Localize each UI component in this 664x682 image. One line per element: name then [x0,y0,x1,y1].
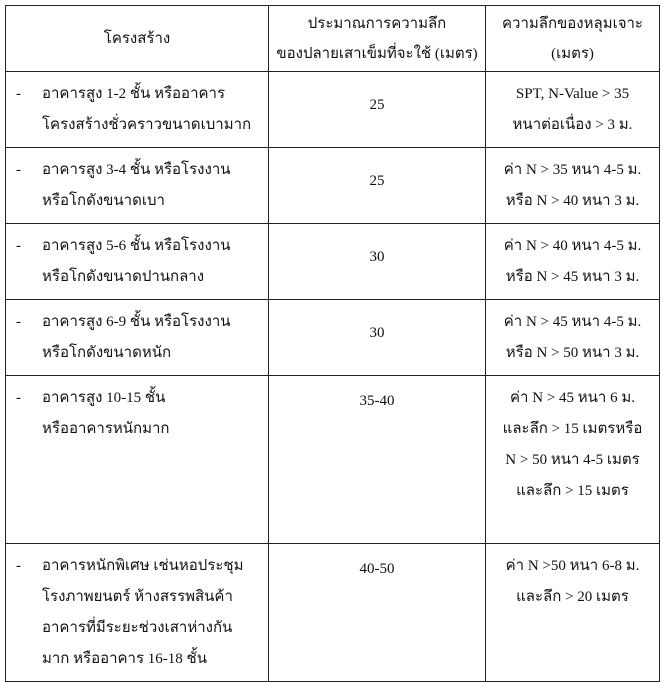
pile-depth-value: 25 [369,97,385,113]
structure-line: โรงภาพยนตร์ ห้างสรรพสินค้า [42,589,233,605]
borehole-line: ค่า N > 45 หนา 6 ม. [510,390,635,406]
table-row [6,544,660,682]
row-bullet: - [16,314,21,330]
borehole-line: หรือ N > 45 หนา 3 ม. [505,269,640,285]
pile-depth-value: 35-40 [359,393,395,409]
borehole-line: และลึก > 15 เมตร [516,483,629,499]
pile-depth-value: 30 [369,325,385,341]
borehole-line: หรือ N > 40 หนา 3 ม. [505,193,640,209]
structure-line: อาคารสูง 5-6 ชั้น หรือโรงงาน [42,238,231,254]
structure-line: หรือโกดังขนาดปานกลาง [42,269,205,285]
table-header-row [6,6,660,72]
structure-cell [6,376,269,544]
borehole-depth-cell [486,148,660,224]
borehole-line: และลึก > 20 เมตร [516,589,629,605]
structure-cell [6,224,269,300]
table-row [6,300,660,376]
row-bullet: - [16,558,21,574]
header-pile-depth [269,6,486,72]
pile-depth-value: 40-50 [359,561,395,577]
row-bullet: - [16,238,21,254]
pile-depth-value: 25 [369,173,385,189]
structure-line: อาคารหนักพิเศษ เช่นหอประชุม [42,558,244,574]
table-row [6,376,660,544]
pile-depth-cell [269,376,486,544]
borehole-line: หรือ N > 50 หนา 3 ม. [505,345,640,361]
structure-line: อาคารที่มีระยะช่วงเสาห่างกัน [42,620,233,636]
structure-line: อาคารสูง 6-9 ชั้น หรือโรงงาน [42,314,231,330]
pile-depth-cell [269,72,486,148]
structure-cell [6,148,269,224]
pile-depth-value: 30 [369,249,385,265]
borehole-line: SPT, N-Value > 35 [515,86,630,102]
borehole-line: ค่า N > 40 หนา 4-5 ม. [503,238,642,254]
borehole-line: และลึก > 15 เมตรหรือ [502,421,643,437]
structure-line: อาคารสูง 10-15 ชั้น [42,390,166,406]
borehole-line: ค่า N > 45 หนา 4-5 ม. [503,314,642,330]
table-row [6,148,660,224]
structure-line: หรือโกดังขนาดเบา [42,193,165,209]
structure-line: อาคารสูง 1-2 ชั้น หรืออาคาร [42,86,226,102]
pile-depth-cell [269,224,486,300]
borehole-line: ค่า N > 35 หนา 4-5 ม. [503,162,642,178]
table-row [6,72,660,148]
pile-depth-cell [269,544,486,682]
structure-line: มาก หรืออาคาร 16-18 ชั้น [42,651,207,667]
header-structure-text: โครงสร้าง [103,30,171,47]
header-borehole-depth-line-2: (เมตร) [551,45,594,62]
pile-depth-table [5,5,660,682]
structure-line: หรือโกดังขนาดหนัก [42,345,172,361]
header-structure [6,6,269,72]
structure-cell [6,544,269,682]
structure-line: โครงสร้างชั่วคราวขนาดเบามาก [42,117,252,133]
borehole-depth-cell [486,544,660,682]
row-bullet: - [16,86,21,102]
borehole-line: ค่า N >50 หนา 6-8 ม. [505,558,640,574]
pile-depth-cell [269,148,486,224]
header-borehole-depth [486,6,660,72]
table-row [6,224,660,300]
borehole-line: หนาต่อเนื่อง > 3 ม. [512,117,633,133]
header-borehole-depth-line-1: ความลึกของหลุมเจาะ [502,15,643,32]
borehole-depth-cell [486,376,660,544]
borehole-depth-cell [486,224,660,300]
header-pile-depth-line-2: ของปลายเสาเข็มที่จะใช้ (เมตร) [276,45,478,62]
row-bullet: - [16,390,21,406]
structure-line: อาคารสูง 3-4 ชั้น หรือโรงงาน [42,162,231,178]
structure-cell [6,72,269,148]
borehole-line: N > 50 หนา 4-5 เมตร [505,452,640,468]
pile-depth-cell [269,300,486,376]
row-bullet: - [16,162,21,178]
structure-cell [6,300,269,376]
header-pile-depth-line-1: ประมาณการความลึก [307,15,447,32]
structure-line: หรืออาคารหนักมาก [42,421,170,437]
borehole-depth-cell [486,300,660,376]
borehole-depth-cell [486,72,660,148]
